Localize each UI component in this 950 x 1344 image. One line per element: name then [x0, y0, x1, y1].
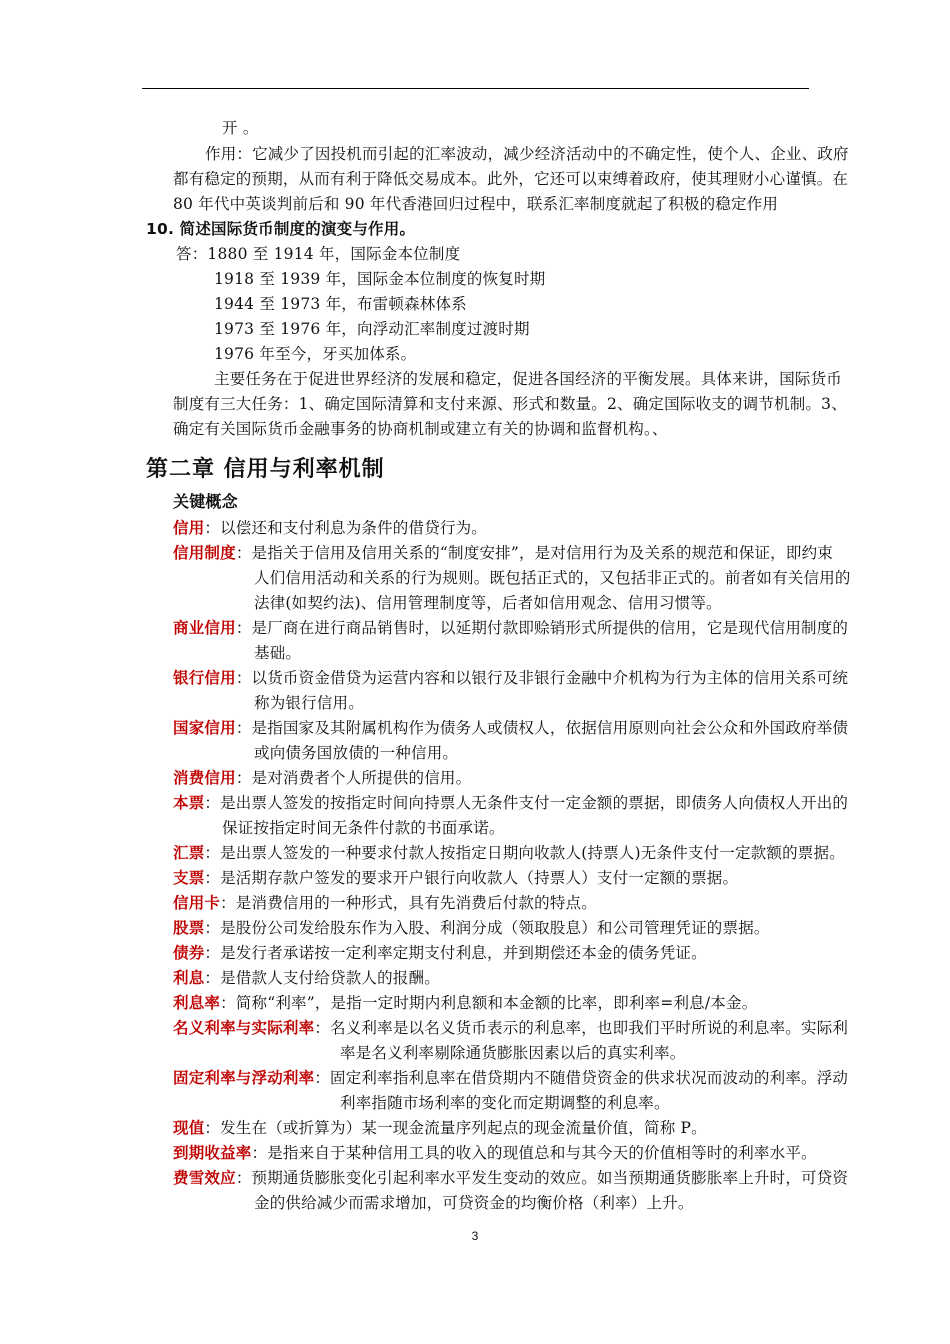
term-entry: [173, 768, 471, 788]
term-definition-cont: 金的供给减少而需求增加，可贷资金的均衡价格（利率）上升。: [254, 1194, 694, 1212]
header-rule: [142, 88, 809, 89]
term-name: 消费信用: [173, 769, 236, 787]
task-line: 确定有关国际货币金融事务的协商机制或建立有关的协调和监督机构。、: [173, 420, 668, 438]
term-name: 利息: [173, 969, 205, 987]
term-name: 信用: [173, 519, 205, 537]
chapter-title: 第二章 信用与利率机制: [146, 457, 385, 482]
term-definition: ：是指国家及其附属机构作为债务人或债权人，依据信用原则向社会公众和外国政府举债: [235, 719, 849, 737]
term-definition: ：是借款人支付给贷款人的报酬。: [204, 969, 440, 987]
answer-line: 1944 至 1973 年，布雷顿森林体系: [214, 295, 467, 313]
question-title: 10. 简述国际货币制度的演变与作用。: [146, 220, 416, 238]
text-line: 80 年代中英谈判前后和 90 年代香港回归过程中，联系汇率制度就起了积极的稳定作用: [173, 195, 779, 213]
term-entry: [173, 1018, 848, 1038]
task-line: 制度有三大任务：1、确定国际清算和支付来源、形式和数量。2、确定国际收支的调节机制。3、: [173, 395, 847, 413]
term-name: 银行信用: [173, 669, 236, 687]
term-definition: ：是活期存款户签发的要求开户银行向收款人（持票人）支付一定额的票据。: [204, 869, 739, 887]
term-definition: ：是发行者承诺按一定利率定期支付利息，并到期偿还本金的债务凭证。: [204, 944, 707, 962]
term-entry: [173, 543, 833, 563]
term-entry: [173, 518, 487, 538]
page-number: 3: [471, 1229, 479, 1243]
term-entry: [173, 918, 770, 938]
term-definition: ：是出票人签发的按指定时间向持票人无条件支付一定金额的票据，即债务人向债权人开出的: [204, 794, 849, 812]
term-name: 名义利率与实际利率: [173, 1019, 315, 1037]
term-definition-cont: 利率指随市场利率的变化而定期调整的利息率。: [340, 1094, 670, 1112]
term-definition: ：是指来自于某种信用工具的收入的现值总和与其今天的价值相等时的利率水平。: [251, 1144, 817, 1162]
term-definition: ：以偿还和支付利息为条件的借贷行为。: [204, 519, 488, 537]
term-definition: ：是出票人签发的一种要求付款人按指定日期向收款人(持票人)无条件支付一定款额的票据。: [204, 844, 845, 862]
term-definition-cont: 保证按指定时间无条件付款的书面承诺。: [222, 819, 505, 837]
answer-line: 答：1880 至 1914 年，国际金本位制度: [176, 245, 461, 263]
term-name: 信用卡: [173, 894, 221, 912]
term-definition-cont: 人们信用活动和关系的行为规则。既包括正式的，又包括非正式的。前者如有关信用的: [254, 569, 851, 587]
term-name: 本票: [173, 794, 205, 812]
term-name: 固定利率与浮动利率: [173, 1069, 315, 1087]
term-name: 商业信用: [173, 619, 236, 637]
section-title: 关键概念: [173, 492, 238, 511]
term-name: 股票: [173, 919, 205, 937]
term-name: 汇票: [173, 844, 205, 862]
term-entry: [173, 968, 440, 988]
term-definition: ：是指关于信用及信用关系的“制度安排”，是对信用行为及关系的规范和保证，即约束: [235, 544, 833, 562]
term-name: 费雪效应: [173, 1169, 236, 1187]
term-definition-cont: 或向债务国放债的一种信用。: [254, 744, 459, 762]
term-definition: ：是对消费者个人所提供的信用。: [235, 769, 472, 787]
term-definition: ：预期通货膨胀变化引起利率水平发生变动的效应。如当预期通货膨胀率上升时，可贷资: [235, 1169, 849, 1187]
term-definition: ：是消费信用的一种形式，具有先消费后付款的特点。: [220, 894, 597, 912]
term-entry: [173, 793, 848, 813]
term-definition: ：固定利率指利息率在借贷期内不随借贷资金的供求状况而波动的利率。浮动: [314, 1069, 849, 1087]
term-entry: [173, 993, 757, 1013]
term-name: 到期收益率: [173, 1144, 252, 1162]
term-entry: [173, 1168, 848, 1188]
answer-line: 1976 年至今，牙买加体系。: [214, 345, 417, 363]
term-entry: [173, 1143, 817, 1163]
term-name: 利息率: [173, 994, 221, 1012]
term-entry: [173, 1068, 848, 1088]
answer-line: 1973 至 1976 年，向浮动汇率制度过渡时期: [214, 320, 530, 338]
term-definition-cont: 法律(如契约法)、信用管理制度等，后者如信用观念、信用习惯等。: [254, 594, 722, 612]
term-definition-cont: 基础。: [254, 644, 302, 662]
term-entry: [173, 618, 848, 638]
text-line: 作用：它减少了因投机而引起的汇率波动，减少经济活动中的不确定性，使个人、企业、政府: [205, 145, 849, 163]
term-entry: [173, 868, 738, 888]
term-definition-cont: 率是名义利率剔除通货膨胀因素以后的真实利率。: [340, 1044, 686, 1062]
term-definition: ：是股份公司发给股东作为入股、利润分成（领取股息）和公司管理凭证的票据。: [204, 919, 770, 937]
task-line: 主要任务在于促进世界经济的发展和稳定，促进各国经济的平衡发展。具体来讲，国际货币: [214, 370, 843, 388]
text-line: 都有稳定的预期，从而有利于降低交易成本。此外，它还可以束缚着政府，使其理财小心谨慎。在: [173, 170, 849, 188]
term-name: 债券: [173, 944, 205, 962]
term-name: 支票: [173, 869, 205, 887]
term-definition: ：名义利率是以名义货币表示的利息率，也即我们平时所说的利息率。实际利: [314, 1019, 849, 1037]
term-definition: ：简称“利率”，是指一定时期内利息额和本金额的比率，即利率=利息/本金。: [220, 994, 758, 1012]
text-line: 开 。: [222, 119, 259, 137]
term-name: 现值: [173, 1119, 205, 1137]
term-entry: [173, 668, 848, 688]
term-name: 信用制度: [173, 544, 236, 562]
term-definition: ：发生在（或折算为）某一现金流量序列起点的现金流量价值，简称 P。: [204, 1119, 707, 1137]
term-definition-cont: 称为银行信用。: [254, 694, 364, 712]
term-entry: [173, 843, 845, 863]
term-definition: ：是厂商在进行商品销售时，以延期付款即赊销形式所提供的信用，它是现代信用制度的: [235, 619, 849, 637]
term-entry: [173, 1118, 707, 1138]
term-entry: [173, 943, 707, 963]
term-entry: [173, 893, 597, 913]
term-definition: ：以货币资金借贷为运营内容和以银行及非银行金融中介机构为行为主体的信用关系可统: [235, 669, 849, 687]
term-name: 国家信用: [173, 719, 236, 737]
answer-line: 1918 至 1939 年，国际金本位制度的恢复时期: [214, 270, 546, 288]
term-entry: [173, 718, 848, 738]
